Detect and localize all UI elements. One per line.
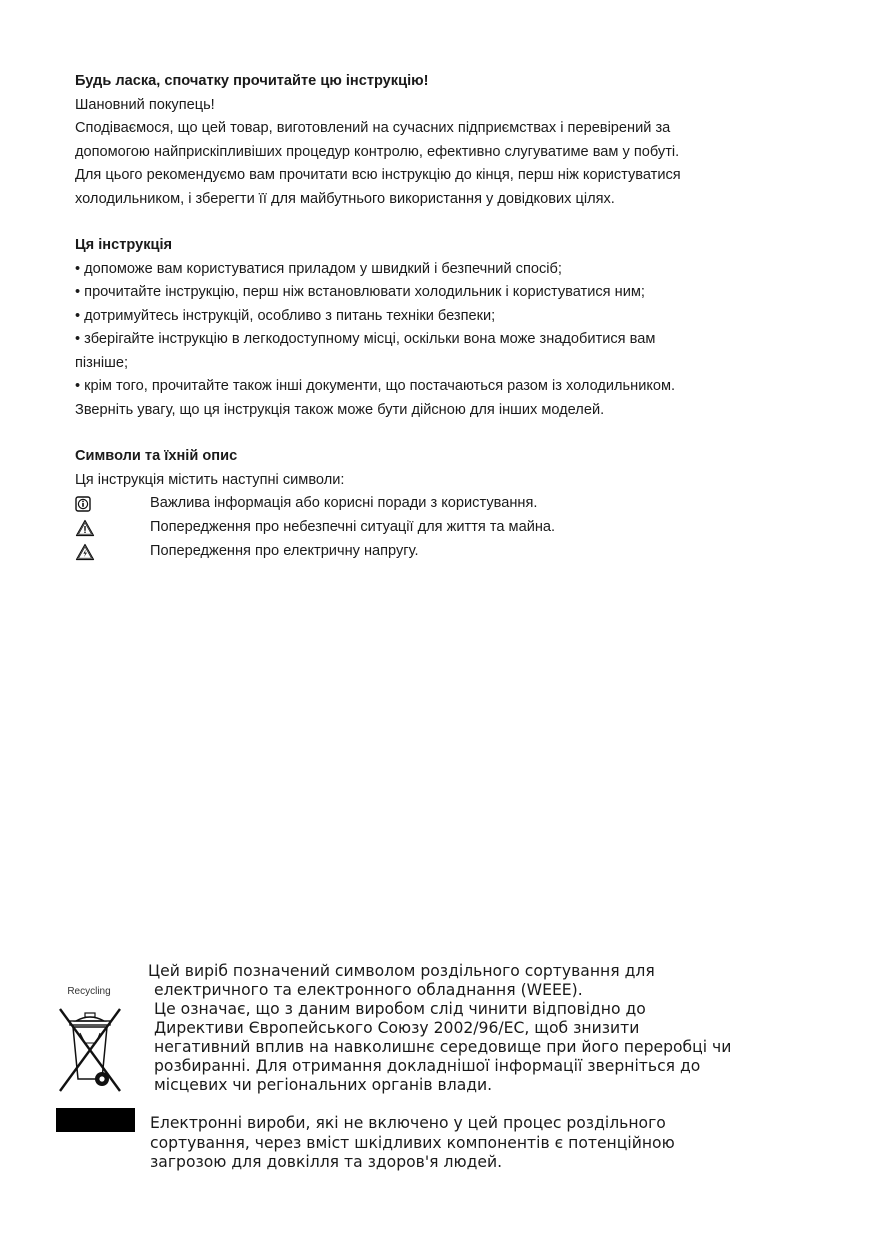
electric-warning-icon xyxy=(75,543,150,561)
greeting: Шановний покупець! xyxy=(75,96,215,113)
instruction-bullet-cont: пізніше; xyxy=(75,354,129,371)
weee-line: місцевих чи регіональних органів влади. xyxy=(154,1076,493,1094)
warning-icon xyxy=(75,519,150,537)
symbol-row-electric xyxy=(75,540,795,564)
instruction-title: Ця інструкція xyxy=(75,237,173,253)
instruction-bullet: • крім того, прочитайте також інші документи, що постачаються разом із холодильником. xyxy=(75,378,676,394)
weee-line: загрозою для довкілля та здоров'я людей. xyxy=(150,1153,503,1171)
document-body xyxy=(75,70,795,564)
info-icon xyxy=(75,496,150,512)
instruction-bullet: • допоможе вам користуватися приладом у швидкий і безпечний спосіб; xyxy=(75,260,562,277)
instruction-bullet: • прочитайте інструкцію, перш ніж встановлювати холодильник і користуватися ним; xyxy=(75,284,645,300)
intro-para2-line1: Для цього рекомендуємо вам прочитати всю інструкцію до кінця, перш ніж користуватися xyxy=(75,167,681,183)
instruction-bullet: • дотримуйтесь інструкцій, особливо з питань техніки безпеки; xyxy=(75,307,496,324)
weee-paragraph-2 xyxy=(150,1114,790,1173)
symbol-desc: Попередження про небезпечні ситуації для життя та майна. xyxy=(150,519,556,536)
weee-line: Цей виріб позначений символом роздільного сортування для xyxy=(148,962,655,980)
weee-line: розбиранні. Для отримання докладнішої інформації зверніться до xyxy=(154,1057,701,1075)
recycling-label: Recycling xyxy=(67,986,111,997)
weee-line: сортування, через вміст шкідливих компонентів є потенційною xyxy=(150,1133,675,1152)
weee-line: негативний вплив на навколишнє середовище при його переробці чи xyxy=(154,1038,732,1056)
weee-line: Електронні вироби, які не включено у цей процес роздільного xyxy=(150,1114,666,1132)
symbol-row-info xyxy=(75,492,795,516)
symbols-intro: Ця інструкція містить наступні символи: xyxy=(75,471,345,488)
instruction-bullet: • зберігайте інструкцію в легкодоступному місці, оскільки вона може знадобитися вам xyxy=(75,331,656,347)
black-bar xyxy=(56,1108,135,1132)
weee-line: Це означає, що з даним виробом слід чинити відповідно до xyxy=(154,1000,646,1018)
weee-paragraph xyxy=(148,962,788,1095)
symbols-title: Символи та їхній опис xyxy=(75,448,238,464)
symbol-desc: Попередження про електричну напругу. xyxy=(150,543,419,560)
crossed-bin-icon xyxy=(56,986,136,1100)
symbol-row-warning xyxy=(75,516,795,540)
intro-para1-line2: допомогою найприскіпливіших процедур контролю, ефективно слугуватиме вам у побуті. xyxy=(75,143,680,160)
intro-para2-line2: холодильником, і зберегти її для майбутнього використання у довідкових цілях. xyxy=(75,190,615,207)
symbol-desc: Важлива інформація або корисні поради з користування. xyxy=(150,495,538,512)
weee-line: Директиви Європейського Союзу 2002/96/ЕС, щоб знизити xyxy=(154,1019,640,1037)
intro-title: Будь ласка, спочатку прочитайте цю інструкцію! xyxy=(75,73,429,89)
instruction-note: Зверніть увагу, що ця інструкція також може бути дійсною для інших моделей. xyxy=(75,401,605,418)
crossed-bin-graphic xyxy=(56,999,124,1095)
intro-para1-line1: Сподіваємося, що цей товар, виготовлений на сучасних підприємствах і перевірений за xyxy=(75,120,671,136)
weee-line: електричного та електронного обладнання (WEEE). xyxy=(154,981,583,999)
